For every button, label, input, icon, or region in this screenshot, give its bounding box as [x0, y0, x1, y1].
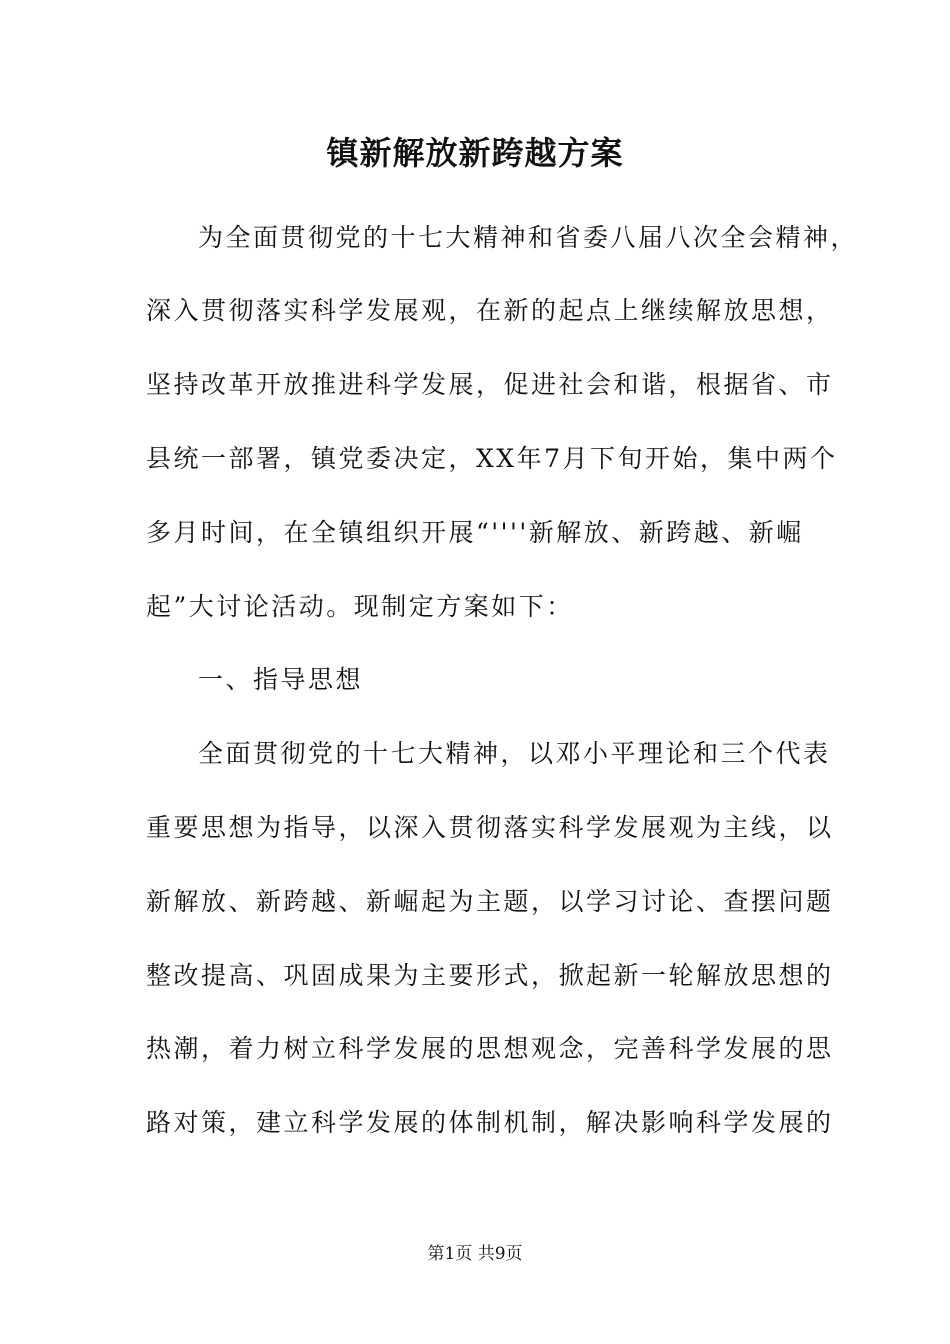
paragraph-line: 重要思想为指导，以深入贯彻落实科学发展观为主线，以: [146, 813, 834, 842]
document-title: 镇新解放新跨越方案: [326, 134, 624, 172]
page-number-footer: 第1页 共9页: [427, 1244, 523, 1264]
paragraph-line: 县统一部署，镇党委决定，XX年7月下旬开始，集中两个: [146, 444, 838, 473]
paragraph-line: 起”大讨论活动。现制定方案如下：: [146, 592, 574, 621]
paragraph-line: 深入贯彻落实科学发展观，在新的起点上继续解放思想，: [146, 296, 834, 325]
paragraph-line: 整改提高、巩固成果为主要形式，掀起新一轮解放思想的: [146, 961, 834, 990]
paragraph-line: 全面贯彻党的十七大精神，以邓小平理论和三个代表: [198, 739, 831, 768]
paragraph-line: 坚持改革开放推进科学发展，促进社会和谐，根据省、市: [146, 370, 834, 399]
paragraph-line: 为全面贯彻党的十七大精神和省委八届八次全会精神，: [198, 223, 859, 252]
paragraph-line: 新解放、新跨越、新崛起为主题，以学习讨论、查摆问题: [146, 887, 834, 916]
paragraph-line: 热潮，着力树立科学发展的思想观念，完善科学发展的思: [146, 1034, 834, 1063]
paragraph-line: 路对策，建立科学发展的体制机制，解决影响科学发展的: [146, 1108, 834, 1137]
section-heading: 一、指导思想: [198, 665, 364, 694]
paragraph-line: 多月时间，在全镇组织开展“''''新解放、新跨越、新崛: [146, 518, 804, 547]
